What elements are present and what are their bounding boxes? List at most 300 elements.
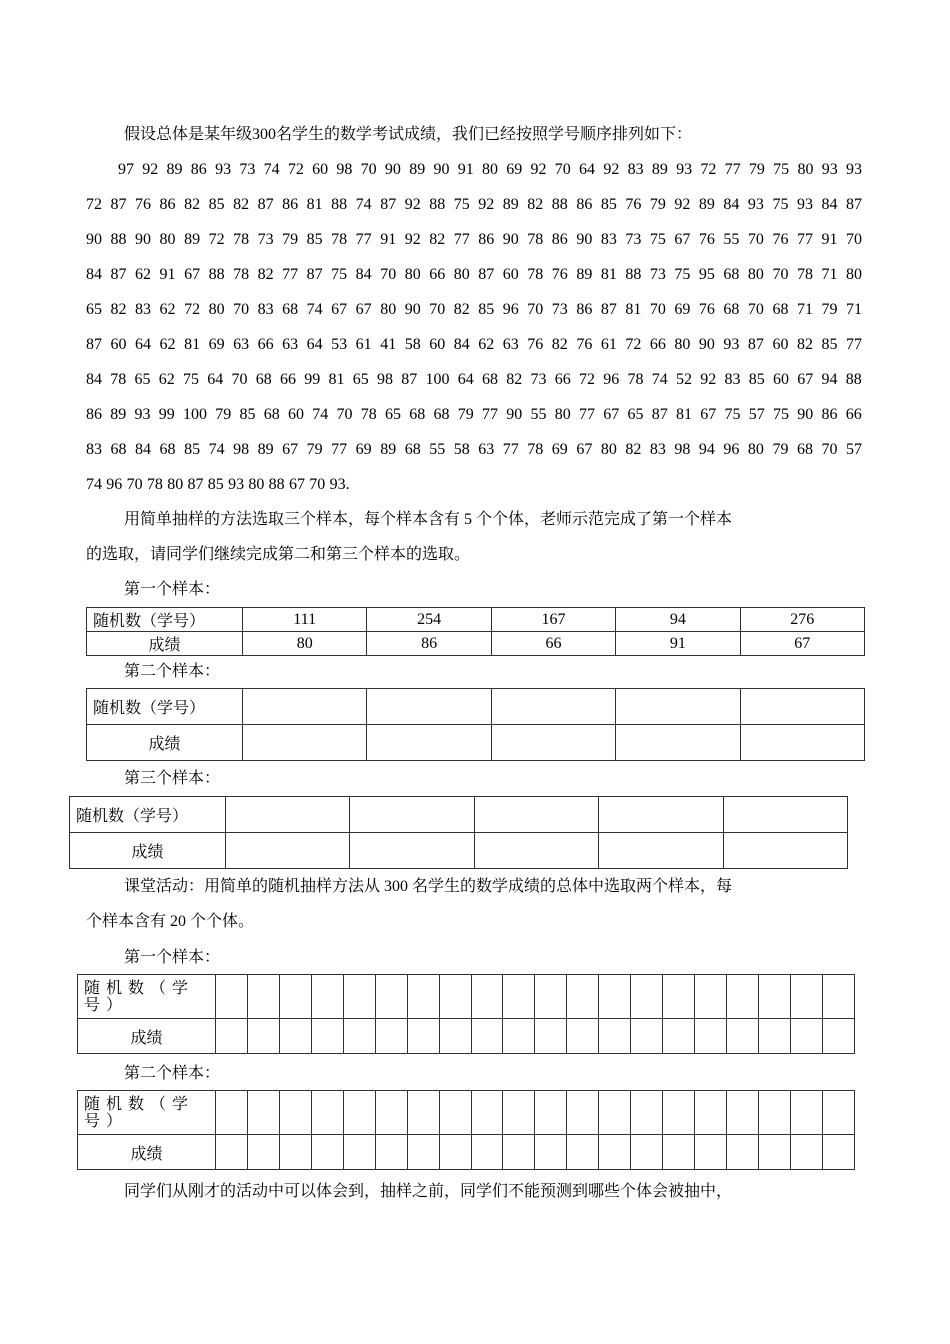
score-value: 76 — [551, 266, 568, 283]
score-input-cell[interactable] — [343, 1135, 375, 1170]
score-value: 89 — [576, 266, 593, 283]
id-input-cell[interactable] — [663, 975, 695, 1019]
score-value: 83 — [600, 231, 617, 248]
score-value: 67 — [184, 266, 201, 283]
score-value: 85 — [208, 196, 225, 213]
score-input-cell[interactable] — [790, 1019, 822, 1054]
score-value: 90 — [502, 231, 519, 248]
score-value: 70 — [845, 231, 862, 248]
score-value: 55 — [429, 441, 446, 458]
score-value: 91 — [821, 231, 838, 248]
score-input-cell[interactable] — [350, 833, 474, 869]
score-value: 78 — [110, 371, 127, 388]
id-input-cell[interactable] — [474, 797, 598, 833]
activity-sample1-table — [77, 974, 855, 1054]
score-value: 60 — [772, 336, 789, 353]
id-input-cell[interactable] — [439, 1091, 471, 1135]
score-value: 82 — [506, 371, 523, 388]
score-value: 75 — [331, 266, 348, 283]
score-value: 92 — [478, 196, 495, 213]
score-value: 80 — [404, 266, 421, 283]
id-input-cell[interactable] — [375, 1091, 407, 1135]
score-value: 90 — [576, 231, 593, 248]
score-value: 90 — [135, 231, 152, 248]
score-value: 73 — [649, 266, 666, 283]
score-input-cell[interactable] — [503, 1019, 535, 1054]
score-input-cell[interactable] — [226, 833, 350, 869]
score-input-cell[interactable] — [407, 1135, 439, 1170]
score-value: 93 — [215, 161, 232, 178]
scores-row — [86, 405, 862, 425]
id-input-cell[interactable] — [740, 689, 864, 725]
id-input-cell[interactable] — [723, 797, 847, 833]
id-input-cell[interactable] — [631, 1091, 663, 1135]
id-input-cell[interactable] — [822, 1091, 854, 1135]
score-value: 88 — [429, 196, 446, 213]
score-value: 86 — [576, 196, 593, 213]
id-input-cell[interactable] — [367, 689, 491, 725]
score-value: 72 — [208, 231, 225, 248]
id-input-cell[interactable] — [311, 975, 343, 1019]
score-value: 69 — [674, 301, 691, 318]
score-value: 77 — [724, 161, 741, 178]
score-value: 70 — [231, 371, 248, 388]
score-value: 93 — [821, 161, 838, 178]
score-value: 73 — [551, 301, 568, 318]
row-label-score: 成绩 — [78, 1135, 216, 1170]
score-value: 80 — [380, 301, 397, 318]
score-input-cell[interactable] — [727, 1135, 759, 1170]
score-value: 70 — [126, 476, 143, 493]
sample1-table — [86, 607, 865, 656]
score-value: 68 — [404, 441, 421, 458]
score-input-cell[interactable] — [599, 833, 723, 869]
score-value: 70 — [772, 266, 789, 283]
score-input-cell[interactable] — [407, 1019, 439, 1054]
score-input-cell[interactable] — [471, 1019, 503, 1054]
score-input-cell[interactable] — [311, 1135, 343, 1170]
score-input-cell[interactable] — [279, 1019, 311, 1054]
score-value: 78 — [233, 266, 250, 283]
score-value: 68 — [282, 301, 299, 318]
row-label-random-id: 随机数（学号） — [78, 975, 216, 1019]
score-value: 62 — [158, 371, 175, 388]
score-value: 77 — [282, 266, 299, 283]
score-input-cell[interactable] — [723, 833, 847, 869]
score-value: 65 — [627, 406, 644, 423]
score-value: 76 — [576, 336, 593, 353]
score-value: 64 — [306, 336, 323, 353]
score-value: 88 — [551, 196, 568, 213]
score-value: 93 — [796, 196, 813, 213]
score-value: 87 — [187, 476, 204, 493]
score-input-cell[interactable] — [375, 1135, 407, 1170]
score-value: 55 — [530, 406, 547, 423]
score-value: 68 — [159, 441, 176, 458]
id-input-cell[interactable] — [350, 797, 474, 833]
score-value: 73 — [257, 231, 274, 248]
score-value: 78 — [627, 371, 644, 388]
id-input-cell[interactable] — [279, 975, 311, 1019]
score-value: 68 — [263, 406, 280, 423]
row-label-score: 成绩 — [78, 1019, 216, 1054]
score-input-cell[interactable] — [243, 725, 367, 761]
score-value: 52 — [676, 371, 692, 388]
score-value: 74 — [355, 196, 372, 213]
score-value: 93 — [747, 196, 764, 213]
score-input-cell[interactable] — [567, 1135, 599, 1170]
score-input-cell[interactable] — [758, 1019, 790, 1054]
score-value: 78 — [527, 266, 544, 283]
score-value: 69 — [506, 161, 523, 178]
id-input-cell[interactable] — [471, 1091, 503, 1135]
score-value: 88 — [110, 231, 127, 248]
id-input-cell[interactable] — [616, 689, 740, 725]
task-paragraph-line2: 的选取，请同学们继续完成第二和第三个样本的选取。 — [86, 546, 471, 563]
score-value: 66 — [845, 406, 862, 423]
id-input-cell[interactable] — [311, 1091, 343, 1135]
score-input-cell[interactable] — [663, 1135, 695, 1170]
score-value: 82 — [796, 336, 813, 353]
score-value: 89 — [651, 161, 668, 178]
task-paragraph-line1: 用简单抽样的方法选取三个样本，每个样本含有 5 个个体，老师示范完成了第一个样本 — [124, 511, 733, 528]
score-value: 91 — [380, 231, 397, 248]
score-input-cell[interactable] — [631, 1135, 663, 1170]
score-input-cell[interactable] — [471, 1135, 503, 1170]
score-value: 68 — [110, 441, 127, 458]
scores-row — [86, 195, 862, 215]
score-value: 92 — [530, 161, 547, 178]
score-value: 68 — [433, 406, 450, 423]
score-input-cell[interactable] — [535, 1135, 567, 1170]
id-input-cell[interactable] — [407, 1091, 439, 1135]
score-value: 90 — [404, 301, 421, 318]
score-value: 82 — [184, 196, 201, 213]
id-input-cell[interactable] — [727, 975, 759, 1019]
score-value: 72 — [86, 196, 102, 213]
id-input-cell[interactable] — [491, 689, 615, 725]
score-value: 86 — [551, 231, 568, 248]
id-input-cell[interactable] — [216, 1091, 248, 1135]
score-value: 96 — [603, 371, 620, 388]
id-input-cell[interactable] — [567, 975, 599, 1019]
score-value: 80 — [845, 266, 862, 283]
score-value: 83 — [86, 441, 102, 458]
score-value: 90 — [797, 406, 814, 423]
scores-row — [86, 475, 862, 495]
score-input-cell[interactable] — [616, 725, 740, 761]
id-input-cell[interactable] — [758, 975, 790, 1019]
score-value: 84 — [86, 371, 102, 388]
id-input-cell[interactable] — [599, 797, 723, 833]
score-value: 75 — [674, 266, 691, 283]
id-input-cell[interactable] — [790, 1091, 822, 1135]
score-input-cell[interactable] — [740, 725, 864, 761]
scores-row — [86, 335, 862, 355]
score-value: 84 — [821, 196, 838, 213]
score-value: 92 — [404, 196, 421, 213]
score-input-cell[interactable] — [474, 833, 598, 869]
score-value: 69 — [551, 441, 568, 458]
score-value: 100 — [183, 406, 207, 423]
id-input-cell[interactable] — [343, 1091, 375, 1135]
score-input-cell[interactable] — [216, 1019, 248, 1054]
score-input-cell[interactable] — [367, 725, 491, 761]
score-value: 82 — [551, 336, 568, 353]
score-value: 68 — [723, 266, 740, 283]
score-value: 76 — [135, 196, 152, 213]
score-value: 76 — [698, 231, 715, 248]
score-input-cell[interactable] — [631, 1019, 663, 1054]
score-value: 68 — [796, 441, 813, 458]
score-value: 64 — [207, 371, 224, 388]
score-value: 73 — [239, 161, 256, 178]
score-value: 89 — [257, 441, 274, 458]
score-input-cell[interactable] — [503, 1135, 535, 1170]
score-value: 69 — [208, 336, 225, 353]
score-value: 70 — [360, 161, 377, 178]
score-input-cell[interactable] — [663, 1019, 695, 1054]
sample2-caption: 第二个样本： — [124, 663, 221, 680]
score-value: 90 — [433, 161, 450, 178]
intro-paragraph: 假设总体是某年级300名学生的数学考试成绩，我们已经按照学号顺序排列如下： — [124, 126, 693, 143]
score-input-cell[interactable] — [439, 1135, 471, 1170]
score-value: 55 — [723, 231, 740, 248]
score-input-cell[interactable] — [216, 1135, 248, 1170]
id-cell: 111 — [243, 608, 367, 632]
score-value: 66 — [429, 266, 446, 283]
id-input-cell[interactable] — [279, 1091, 311, 1135]
sample1-caption: 第一个样本： — [124, 581, 221, 598]
score-value: 98 — [674, 441, 691, 458]
score-value: 63 — [233, 336, 250, 353]
score-value: 79 — [821, 301, 838, 318]
score-value: 72 — [700, 161, 717, 178]
id-input-cell[interactable] — [727, 1091, 759, 1135]
id-input-cell[interactable] — [535, 1091, 567, 1135]
score-input-cell[interactable] — [695, 1019, 727, 1054]
score-value: 87 — [86, 336, 102, 353]
score-value: 78 — [527, 231, 544, 248]
score-value: 99 — [304, 371, 321, 388]
score-value: 98 — [336, 161, 353, 178]
score-cell: 67 — [740, 632, 864, 656]
id-input-cell[interactable] — [503, 1091, 535, 1135]
id-input-cell[interactable] — [599, 975, 631, 1019]
id-input-cell[interactable] — [471, 975, 503, 1019]
score-value: 70 — [554, 161, 571, 178]
score-value: 68 — [409, 406, 426, 423]
score-input-cell[interactable] — [491, 725, 615, 761]
score-value: 78 — [527, 441, 544, 458]
score-value: 71 — [796, 301, 813, 318]
score-value: 82 — [625, 441, 642, 458]
score-input-cell[interactable] — [535, 1019, 567, 1054]
score-value: 64 — [579, 161, 596, 178]
id-input-cell[interactable] — [503, 975, 535, 1019]
score-value: 66 — [554, 371, 571, 388]
score-value: 81 — [184, 336, 201, 353]
score-value: 88 — [208, 266, 225, 283]
score-value: 82 — [527, 196, 544, 213]
score-value: 78 — [796, 266, 813, 283]
score-value: 77 — [502, 441, 519, 458]
score-value: 93 — [228, 476, 245, 493]
score-value: 82 — [110, 301, 127, 318]
score-value: 71 — [821, 266, 838, 283]
score-value: 86 — [821, 406, 838, 423]
score-value: 88 — [268, 476, 285, 493]
score-value: 87 — [257, 196, 274, 213]
score-value: 78 — [331, 231, 348, 248]
score-input-cell[interactable] — [822, 1135, 854, 1170]
id-input-cell[interactable] — [375, 975, 407, 1019]
score-value: 65 — [385, 406, 401, 423]
id-input-cell[interactable] — [216, 975, 248, 1019]
score-value: 78 — [360, 406, 377, 423]
score-value: 72 — [579, 371, 595, 388]
scores-row — [118, 160, 862, 180]
id-input-cell[interactable] — [567, 1091, 599, 1135]
score-value: 78 — [146, 476, 163, 493]
score-value: 81 — [600, 266, 617, 283]
score-input-cell[interactable] — [343, 1019, 375, 1054]
id-input-cell[interactable] — [695, 1091, 727, 1135]
id-cell: 94 — [616, 608, 740, 632]
score-value: 67 — [288, 476, 305, 493]
row-label-score: 成绩 — [87, 725, 243, 761]
score-value: 91 — [159, 266, 176, 283]
id-input-cell[interactable] — [343, 975, 375, 1019]
score-input-cell[interactable] — [375, 1019, 407, 1054]
score-input-cell[interactable] — [758, 1135, 790, 1170]
activity-paragraph-line2: 个样本含有 20 个个体。 — [86, 913, 255, 930]
score-input-cell[interactable] — [567, 1019, 599, 1054]
score-value: 72 — [625, 336, 642, 353]
score-value: 89 — [166, 161, 183, 178]
score-value: 93. — [329, 476, 350, 493]
score-value: 70 — [336, 406, 353, 423]
score-input-cell[interactable] — [247, 1019, 279, 1054]
score-input-cell[interactable] — [599, 1019, 631, 1054]
score-input-cell[interactable] — [439, 1019, 471, 1054]
score-input-cell[interactable] — [727, 1019, 759, 1054]
id-input-cell[interactable] — [407, 975, 439, 1019]
score-value: 84 — [723, 196, 740, 213]
score-value: 62 — [159, 301, 176, 318]
score-value: 67 — [331, 301, 348, 318]
id-input-cell[interactable] — [790, 975, 822, 1019]
id-input-cell[interactable] — [247, 975, 279, 1019]
score-value: 70 — [747, 231, 764, 248]
score-value: 77 — [845, 336, 862, 353]
score-value: 66 — [280, 371, 296, 388]
id-input-cell[interactable] — [247, 1091, 279, 1135]
score-value: 93 — [676, 161, 693, 178]
score-value: 85 — [821, 336, 838, 353]
score-value: 97 — [118, 161, 134, 178]
score-value: 76 — [527, 336, 544, 353]
score-value: 60 — [288, 406, 304, 423]
sample3-table — [69, 796, 848, 869]
score-value: 85 — [748, 371, 765, 388]
scores-row — [86, 300, 862, 320]
score-input-cell[interactable] — [822, 1019, 854, 1054]
score-value: 70 — [527, 301, 544, 318]
score-value: 74 — [263, 161, 280, 178]
score-value: 75 — [183, 371, 199, 388]
score-value: 79 — [772, 441, 789, 458]
score-input-cell[interactable] — [279, 1135, 311, 1170]
score-value: 100 — [425, 371, 450, 388]
sample2-table — [86, 688, 865, 761]
score-value: 70 — [649, 301, 666, 318]
score-value: 89 — [380, 441, 397, 458]
score-value: 80 — [674, 336, 691, 353]
id-input-cell[interactable] — [226, 797, 350, 833]
id-input-cell[interactable] — [631, 975, 663, 1019]
score-value: 88 — [625, 266, 642, 283]
id-input-cell[interactable] — [599, 1091, 631, 1135]
scores-row — [86, 230, 862, 250]
score-value: 87 — [747, 336, 764, 353]
score-value: 92 — [142, 161, 159, 178]
score-value: 88 — [331, 196, 348, 213]
score-value: 80 — [600, 441, 617, 458]
score-value: 71 — [845, 301, 862, 318]
sample3-caption: 第三个样本： — [124, 770, 221, 787]
score-value: 70 — [309, 476, 326, 493]
score-value: 85 — [600, 196, 617, 213]
score-value: 62 — [478, 336, 495, 353]
score-value: 84 — [86, 266, 102, 283]
id-input-cell[interactable] — [439, 975, 471, 1019]
score-value: 73 — [530, 371, 547, 388]
score-input-cell[interactable] — [695, 1135, 727, 1170]
score-input-cell[interactable] — [247, 1135, 279, 1170]
score-value: 72 — [184, 301, 201, 318]
score-value: 83 — [627, 161, 644, 178]
row-label-random-id: 随机数（学号） — [78, 1091, 216, 1135]
score-value: 80 — [797, 161, 814, 178]
score-value: 80 — [453, 266, 470, 283]
score-value: 87 — [110, 196, 127, 213]
score-value: 68 — [772, 301, 789, 318]
score-value: 83 — [135, 301, 152, 318]
score-value: 67 — [603, 406, 620, 423]
id-input-cell[interactable] — [822, 975, 854, 1019]
id-input-cell[interactable] — [535, 975, 567, 1019]
score-value: 77 — [331, 441, 348, 458]
score-value: 75 — [773, 161, 790, 178]
score-value: 60 — [429, 336, 446, 353]
id-input-cell[interactable] — [695, 975, 727, 1019]
score-value: 82 — [429, 231, 446, 248]
score-value: 72 — [287, 161, 304, 178]
id-input-cell[interactable] — [663, 1091, 695, 1135]
score-input-cell[interactable] — [790, 1135, 822, 1170]
score-value: 86 — [478, 231, 495, 248]
score-input-cell[interactable] — [599, 1135, 631, 1170]
score-input-cell[interactable] — [311, 1019, 343, 1054]
id-input-cell[interactable] — [758, 1091, 790, 1135]
score-value: 64 — [135, 336, 152, 353]
score-value: 85 — [239, 406, 256, 423]
score-value: 82 — [233, 196, 250, 213]
score-value: 74 — [312, 406, 329, 423]
score-value: 85 — [478, 301, 495, 318]
id-input-cell[interactable] — [243, 689, 367, 725]
